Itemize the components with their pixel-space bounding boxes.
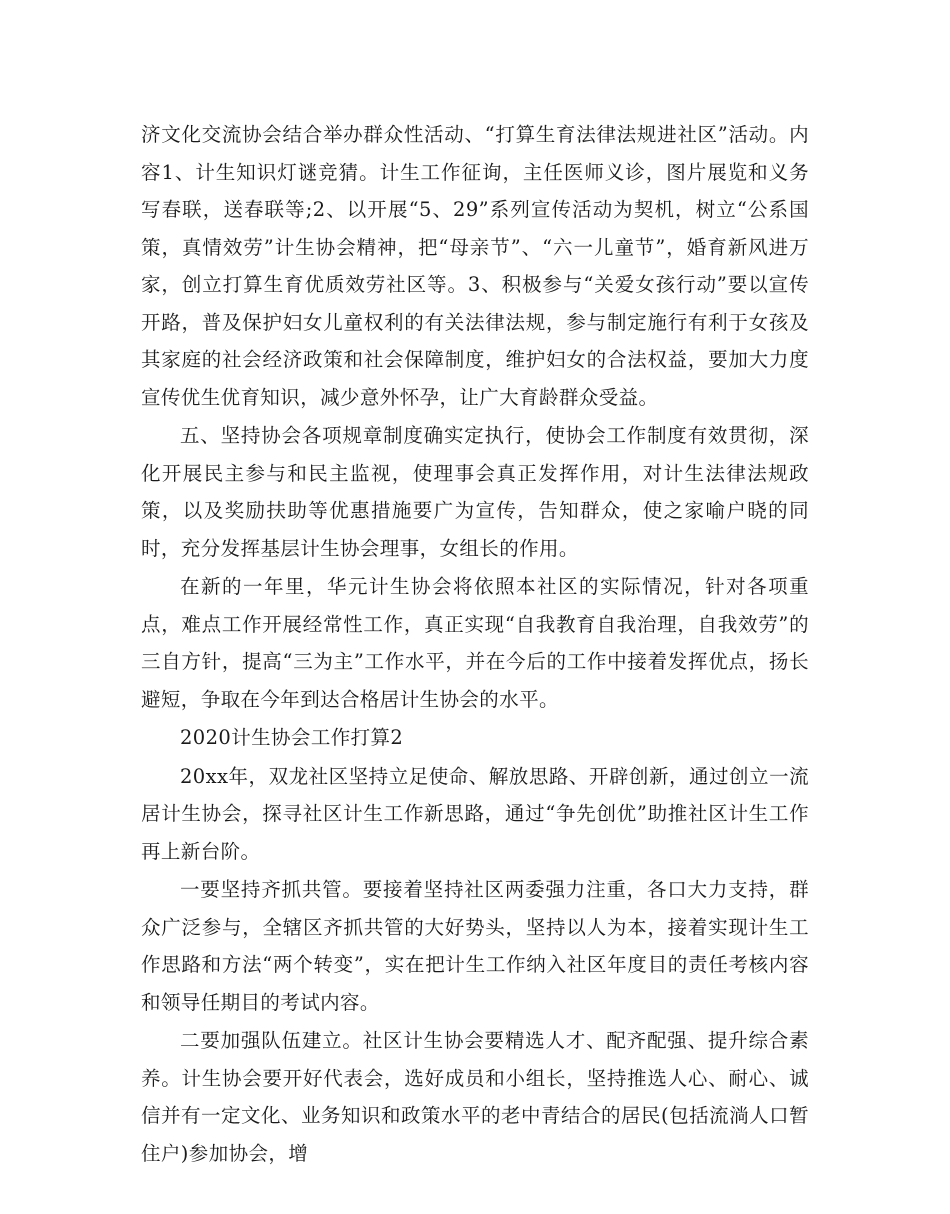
paragraph-new-year-plan: 在新的一年里，华元计生协会将依照本社区的实际情况，针对各项重点，难点工作开展经常性工作，真正实现“自我教育自我治理，自我效劳”的三自方针，提高“三为主”工作水平，并在今后的工作中接着发挥优点，扬长避短，争取在今年到达合格居计生协会的水平。 — [141, 575, 809, 711]
paragraph-section-five: 五、坚持协会各项规章制度确实定执行，使协会工作制度有效贯彻，深化开展民主参与和民主监视，使理事会真正发挥作用，对计生法律法规政策，以及奖励扶助等优惠措施要广为宣传，告知群众，使之家喻户晓的同时，充分发挥基层计生协会理事，女组长的作用。 — [141, 424, 809, 560]
paragraph-team-building: 二要加强队伍建立。社区计生协会要精选人才、配齐配强、提升综合素养。计生协会要开好代表会，选好成员和小组长，坚持推选人心、耐心、诚信并有一定文化、业务知识和政策水平的老中青结合的居民(包括流淌人口暂住户)参加协会，增 — [141, 1029, 809, 1165]
paragraph-family-planning-activities: 济文化交流协会结合举办群众性活动、“打算生育法律法规进社区”活动。内容1、计生知识灯谜竞猜。计生工作征询，主任医师义诊，图片展览和义务写春联，送春联等;2、以开展“5、29”系列宣传活动为契机，树立“公系国策，真情效劳”计生协会精神，把“母亲节”、“六一儿童节”，婚育新风进万家，创立打算生育优质效劳社区等。3、积极参与“关爱女孩行动”要以宣传开路，普及保护妇女儿童权利的有关法律法规，参与制定施行有利于女孩及其家庭的社会经济政策和社会保障制度，维护妇女的合法权益，要加大力度宣传优生优育知识，减少意外怀孕，让广大育龄群众受益。 — [141, 123, 809, 409]
paragraph-shuanglong-intro: 20xx年，双龙社区坚持立足使命、解放思路、开辟创新，通过创立一流居计生协会，探寻社区计生工作新思路，通过“争先创优”助推社区计生工作再上新台阶。 — [141, 764, 809, 863]
paragraph-joint-management: 一要坚持齐抓共管。要接着坚持社区两委强力注重，各口大力支持，群众广泛参与，全辖区齐抓共管的大好势头，坚持以人为本，接着实现计生工作思路和方法“两个转变”，实在把计生工作纳入社区年度目的责任考核内容和领导任期目的考试内容。 — [141, 878, 809, 1014]
document-body — [141, 116, 809, 1172]
section-heading: 2020计生协会工作打算2 — [180, 726, 404, 749]
